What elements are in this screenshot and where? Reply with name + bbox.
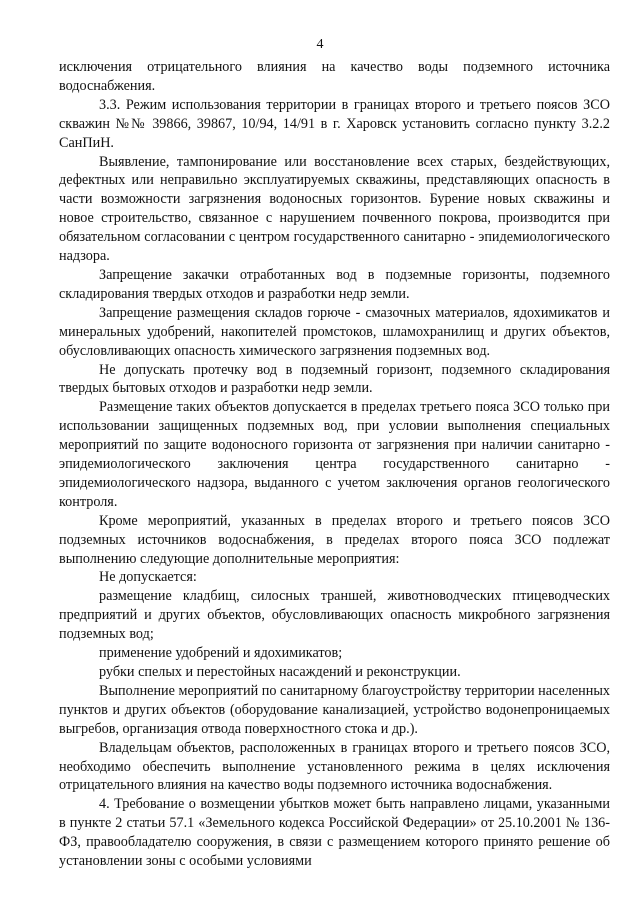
paragraph: рубки спелых и перестойных насаждений и реконструкции. (99, 664, 461, 680)
paragraph: Размещение таких объектов допускается в пределах третьего пояса ЗСО только при использовании защищенных подземных вод, при условии выполнения специальных мероприятий по защите водоносного горизонта от загрязнения при наличии санитарно - эпидемиологического заключения центра государственного санитарно - эпидемиологического надзора, выданного с учетом заключения органов геологического контроля. (59, 399, 610, 510)
paragraph: применение удобрений и ядохимикатов; (99, 645, 343, 662)
paragraph: Не допускать протечку вод в подземный горизонт, подземного складирования твердых бытовых отходов и разработки недр земли. (59, 361, 610, 397)
paragraph: Запрещение закачки отработанных вод в подземные горизонты, подземного складирования твердых отходов и разработки недр земли. (59, 266, 610, 302)
paragraph: исключения отрицательного влияния на качество воды подземного источника водоснабжения. (59, 59, 610, 94)
paragraph: Выполнение мероприятий по санитарному благоустройству территории населенных пунктов и других объектов (оборудование канализацией, устройство водонепроницаемых выгребов, организация отвода поверхностного стока и др.). (59, 682, 610, 737)
page-number: 4 (316, 37, 324, 52)
paragraph: 3.3. Режим использования территории в границах второго и третьего поясов ЗСО скважин №№ 39866, 39867, 10/94, 14/91 в г. Харовск установить согласно пункту 3.2.2 СанПиН. (59, 96, 610, 151)
paragraph: Выявление, тампонирование или восстановление всех старых, бездействующих, дефектных или неправильно эксплуатируемых скважины, представляющих опасность в части возможности загрязнения водоносных горизонтов. Бурение новых скважины и новое строительство, связанное с нарушением почвенного покрова, производится при обязательном согласовании с центром государственного санитарно - эпидемиологического надзора. (59, 153, 610, 265)
paragraph: размещение кладбищ, силосных траншей, животноводческих птицеводческих предприятий и других объектов, обусловливающих опасность микробного загрязнения подземных вод; (59, 588, 610, 643)
paragraph: Кроме мероприятий, указанных в пределах второго и третьего поясов ЗСО подземных источников водоснабжения, в пределах второго пояса ЗСО подлежат выполнению следующие дополнительные мероприятия: (59, 512, 610, 567)
document-body (59, 58, 610, 871)
paragraph: 4. Требование о возмещении убытков может быть направлено лицами, указанными в пункте 2 статьи 57.1 «Земельного кодекса Российской Федерации» от 25.10.2001 № 136-ФЗ, правообладателю сооружения, в связи с размещением которого принято решение об установлении зоны с особыми условиями (59, 796, 610, 870)
paragraph: Владельцам объектов, расположенных в границах второго и третьего поясов ЗСО, необходимо обеспечить выполнение установленного режима в целях исключения отрицательного влияния на качество воды подземного источника водоснабжения. (59, 739, 610, 794)
paragraph: Запрещение размещения складов горюче - смазочных материалов, ядохимикатов и минеральных удобрений, накопителей промстоков, шламохранилищ и других объектов, обусловливающих опасность химического загрязнения подземных вод. (59, 304, 610, 359)
paragraph: Не допускается: (99, 569, 197, 586)
